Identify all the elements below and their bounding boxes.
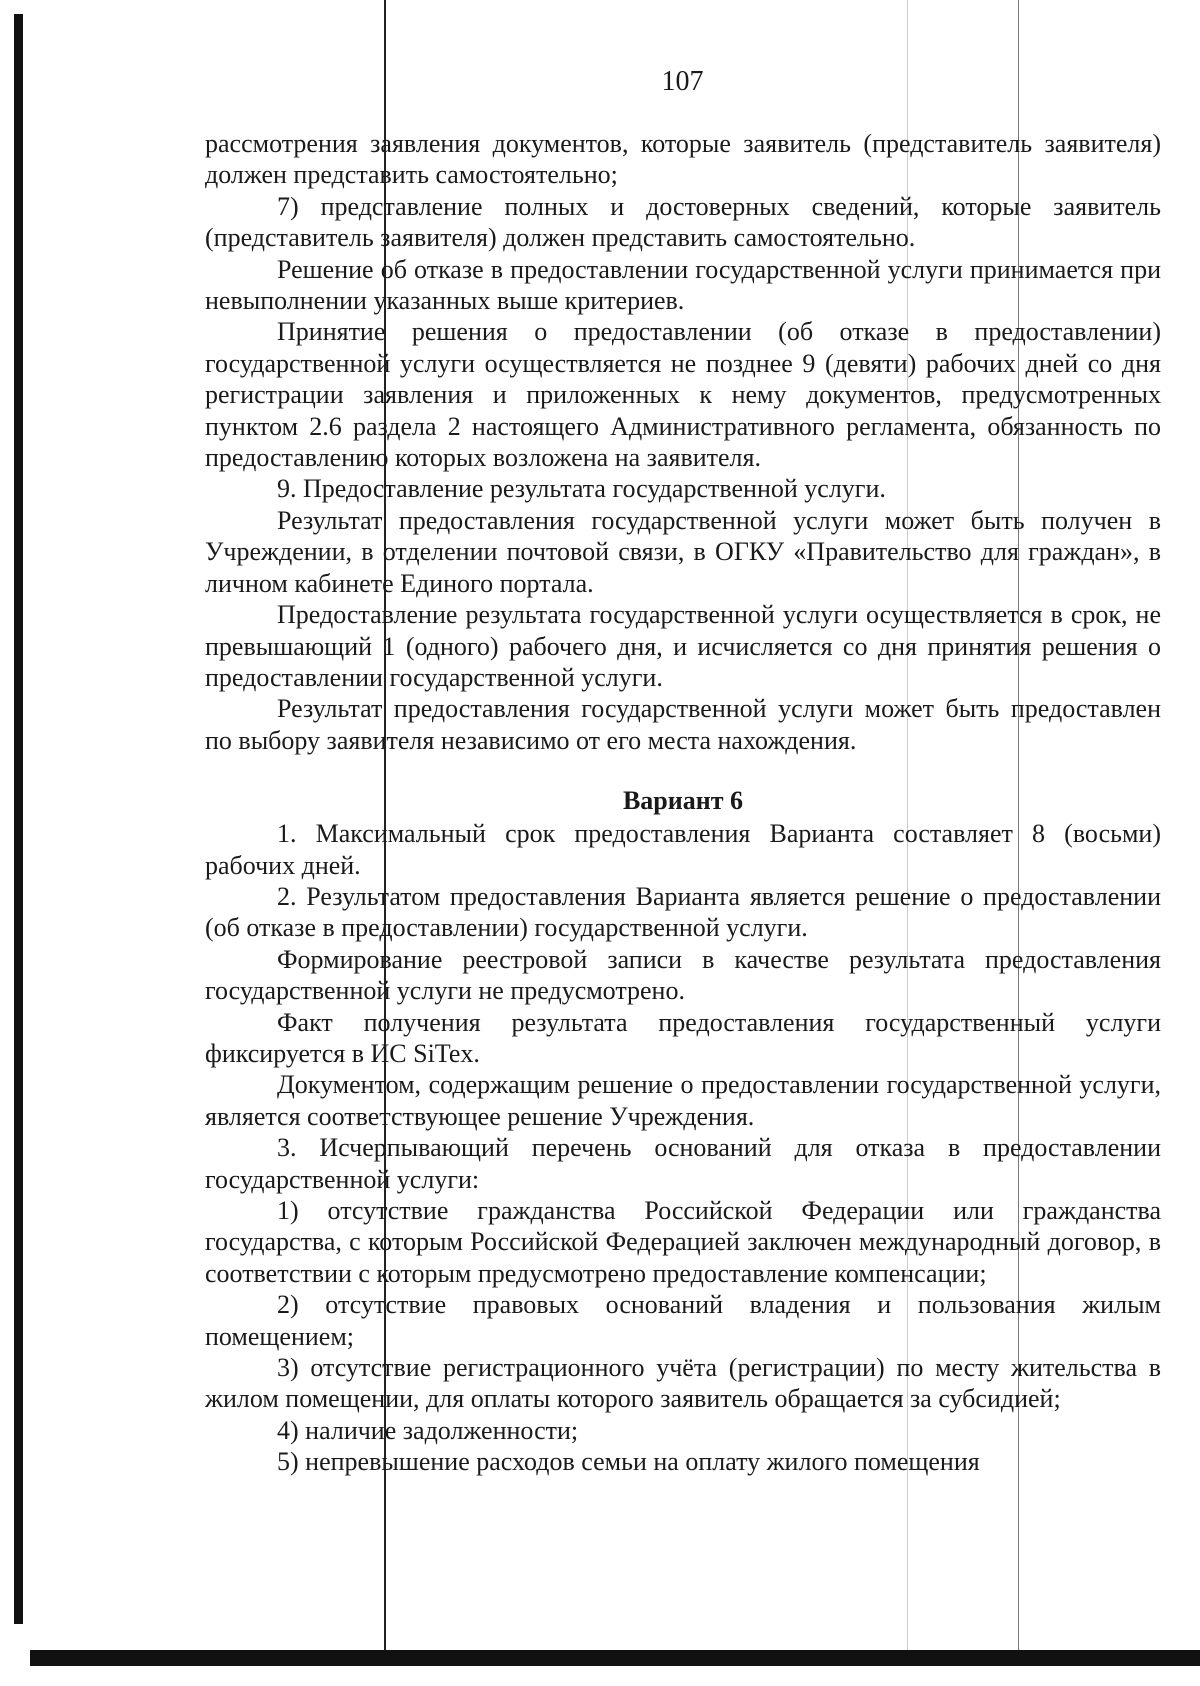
document-body [205,128,1161,1478]
section-heading: Вариант 6 [622,786,744,816]
paragraph: Предоставление результата государственной услуги осуществляется в срок, не превышающий 1 (одного) рабочего дня, и исчисляется со дня принятия решения о предоставлении государственной услуги. [205,600,1161,692]
paragraph: 7) представление полных и достоверных сведений, которые заявитель (представитель заявителя) должен представить самостоятельно. [205,191,1161,253]
paragraph: Документом, содержащим решение о предоставлении государственной услуги, является соответствующее решение Учреждения. [205,1070,1161,1131]
paragraph: Факт получения результата предоставления государственный услуги фиксируется в ИС SiTex. [205,1007,1161,1068]
paragraph: Результат предоставления государственной услуги может быть получен в Учреждении, в отделении почтовой связи, в ОГКУ «Правительство для граждан», в личном кабинете Единого портала. [205,505,1161,598]
scan-edge-left [14,14,23,1624]
list-item: 5) непревышение расходов семьи на оплату жилого помещения [277,1447,980,1477]
paragraph: Результат предоставления государственной услуги может быть предоставлен по выбору заявителя независимо от его места нахождения. [205,694,1161,755]
paragraph: 1. Максимальный срок предоставления Варианта составляет 8 (восьми) рабочих дней. [205,819,1161,880]
list-item: 4) наличие задолженности; [277,1415,579,1445]
paragraph: 3. Исчерпывающий перечень оснований для отказа в предоставлении государственной услуги: [205,1133,1161,1194]
list-item: 2) отсутствие правовых оснований владения и пользования жилым помещением; [205,1290,1161,1351]
paragraph: 2. Результатом предоставления Варианта является решение о предоставлении (об отказе в предоставлении) государственной услуги. [205,881,1161,943]
paragraph: рассмотрения заявления документов, которые заявитель (представитель заявителя) должен представить самостоятельно; [205,129,1161,190]
page-number: 107 [661,66,704,97]
list-item: 3) отсутствие регистрационного учёта (регистрации) по месту жительства в жилом помещении, для оплаты которого заявитель обращается за субсидией; [205,1353,1161,1414]
paragraph: 9. Предоставление результата государственной услуги. [277,474,886,504]
scan-edge-bottom [30,1650,1200,1666]
list-item: 1) отсутствие гражданства Российской Федерации или гражданства государства, с которым Российской Федерацией заключен международный договор, в соответствии с которым предусмотрено предоставление компенсации; [205,1196,1161,1288]
paragraph: Принятие решения о предоставлении (об отказе в предоставлении) государственной услуги осуществляется не позднее 9 (девяти) рабочих дней со дня регистрации заявления и приложенных к нему документов, предусмотренных пунктом 2.6 раздела 2 настоящего Административного регламента, обязанность по предоставлению которых возложена на заявителя. [205,317,1161,473]
paragraph: Решение об отказе в предоставлении государственной услуги принимается при невыполнении указанных выше критериев. [205,254,1161,316]
paragraph: Формирование реестровой записи в качестве результата предоставления государственной услуги не предусмотрено. [205,944,1161,1006]
